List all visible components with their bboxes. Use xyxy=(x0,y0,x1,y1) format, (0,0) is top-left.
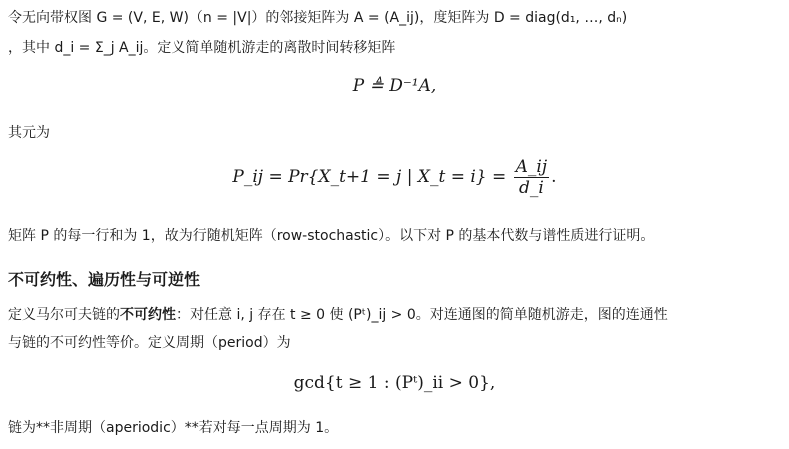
paragraph-1-line-2: ，其中 d_i = Σ_j A_ij。定义简单随机游走的离散时间转移矩阵 xyxy=(8,40,396,56)
equation-text: gcd{t ≥ 1 : (Pᵗ)_ii > 0}, xyxy=(293,373,496,393)
equation-transition-probability xyxy=(0,158,789,197)
paragraph-2: 其元为 xyxy=(8,125,50,141)
fraction xyxy=(514,158,550,197)
paragraph-4-bold: 不可约性 xyxy=(120,307,176,323)
paragraph-5: 链为**非周期（aperiodic）**若对每一点周期为 1。 xyxy=(8,420,339,436)
paragraph-4-line-2: 与链的不可约性等价。定义周期（period）为 xyxy=(8,335,291,351)
equation-period xyxy=(0,373,789,393)
equation-lhs: P_ij = Pr{X_t+1 = j | X_t = i} = xyxy=(232,167,507,187)
paragraph-4-post: ：对任意 i, j 存在 t ≥ 0 使 (Pᵗ)_ij > 0。对连通图的简单随机游走，图的连通性 xyxy=(176,307,668,323)
equation-text: P ≜ D⁻¹A, xyxy=(352,76,437,96)
fraction-numerator: A_ij xyxy=(515,157,548,177)
equation-tail: . xyxy=(551,167,557,187)
paragraph-3: 矩阵 P 的每一行和为 1，故为行随机矩阵（row-stochastic）。以下对 P 的基本代数与谱性质进行证明。 xyxy=(8,228,655,244)
paragraph-4-line-1 xyxy=(8,305,668,325)
fraction-denominator: d_i xyxy=(518,178,544,198)
equation-transition-matrix xyxy=(0,76,789,96)
section-heading: 不可约性、遍历性与可逆性 xyxy=(8,270,201,289)
paragraph-1-line-1: 令无向带权图 G = (V, E, W)（n = |V|）的邻接矩阵为 A = (A_ij)，度矩阵为 D = diag(d₁, …, dₙ) xyxy=(8,10,628,26)
paragraph-4-pre: 定义马尔可夫链的 xyxy=(8,307,120,323)
